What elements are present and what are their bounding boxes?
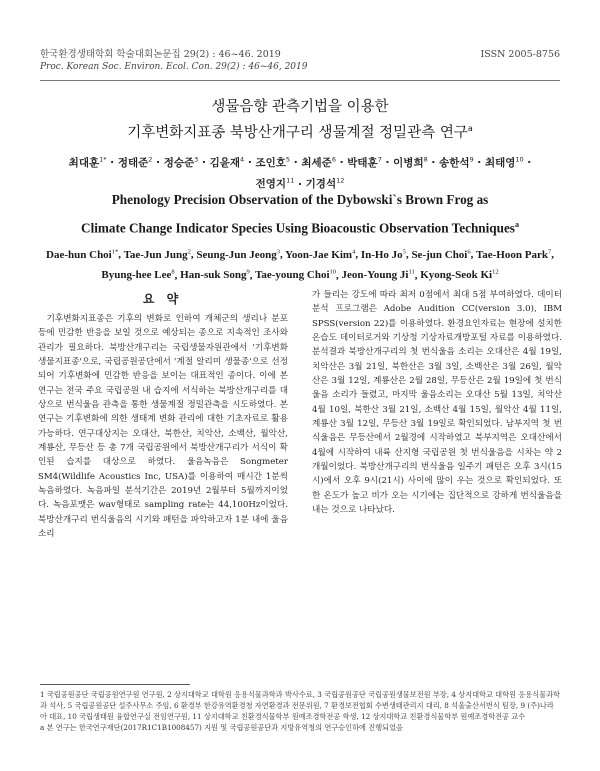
journal-citation-en: Proc. Korean Soc. Environ. Ecol. Con. 29(2) : 46~46, 2019 bbox=[40, 62, 308, 72]
author-affiliation-number: 8 bbox=[423, 155, 428, 163]
author-name: 정태준 bbox=[117, 156, 149, 169]
author bbox=[393, 157, 428, 169]
title-korean-footnote-mark: a bbox=[467, 124, 473, 133]
author-affiliation-number: 6 bbox=[331, 155, 336, 163]
abstract-left-column bbox=[38, 312, 288, 542]
author bbox=[342, 269, 415, 281]
journal-citation-ko: 한국환경생태학회 학술대회논문집 29(2) : 46~46. 2019 bbox=[40, 49, 281, 60]
abstract-right-column bbox=[312, 288, 562, 518]
author-name: Yoon-Jae Kim bbox=[285, 248, 353, 261]
author-affiliation-number: 3 bbox=[194, 155, 199, 163]
author-affiliation-number: 1* bbox=[99, 155, 107, 163]
author bbox=[180, 269, 250, 281]
header-divider bbox=[40, 80, 560, 81]
author-affiliation-number: 1* bbox=[111, 248, 119, 255]
author-name: Se-jun Choi bbox=[411, 248, 468, 261]
author bbox=[101, 269, 174, 281]
author-name: Tae-Jun Jung bbox=[123, 248, 188, 261]
author-name: 김윤재 bbox=[209, 156, 241, 169]
author-name: Dae-hun Choi bbox=[46, 248, 112, 261]
journal-header bbox=[40, 48, 560, 74]
author-affiliation-number: 10 bbox=[329, 268, 337, 276]
issn: ISSN 2005-8756 bbox=[480, 49, 560, 60]
author-name: Byung-hee Lee bbox=[101, 269, 172, 282]
author-name: Jeon-Young Ji bbox=[341, 269, 409, 282]
author-affiliation-number: 5 bbox=[285, 155, 291, 163]
author-affiliation-number: 5 bbox=[402, 248, 406, 255]
title-korean bbox=[40, 96, 560, 144]
author-name: 최대훈 bbox=[68, 156, 100, 169]
author-affiliation-number: 8 bbox=[171, 268, 175, 276]
author bbox=[196, 249, 280, 261]
author bbox=[210, 157, 245, 169]
author-name: Kyong-Seok Ki bbox=[420, 269, 493, 282]
author-affiliation-number: 3 bbox=[276, 248, 281, 255]
footnote-funding: a 본 연구는 한국연구재단(2017R1C1B1008457) 지원 및 국립공원공단과 지방유역청의 연구승인하에 진행되었음 bbox=[40, 723, 403, 732]
author bbox=[285, 249, 355, 261]
author bbox=[118, 157, 153, 169]
author-name: 기경석 bbox=[305, 178, 337, 190]
title-english-line1: Phenology Precision Observation of the Dybowski`s Brown Frog as bbox=[111, 192, 489, 207]
author bbox=[301, 157, 336, 169]
author-affiliation-number: 12 bbox=[492, 268, 499, 276]
author-name: 송한석 bbox=[439, 156, 470, 169]
author-affiliation-number: 7 bbox=[547, 248, 552, 255]
title-english bbox=[40, 187, 560, 240]
author-name: 최태영 bbox=[484, 156, 516, 169]
author-name: Tae-young Choi bbox=[255, 269, 330, 282]
author-name: 이병희 bbox=[393, 156, 424, 169]
author bbox=[347, 157, 382, 169]
author-affiliation-number: 7 bbox=[377, 155, 382, 163]
author-name: 최세준 bbox=[301, 156, 332, 169]
author bbox=[476, 249, 551, 261]
author-affiliation-number: 12 bbox=[336, 176, 345, 185]
author-affiliation-number: 9 bbox=[469, 155, 474, 163]
author-affiliation-number: 10 bbox=[515, 155, 524, 163]
author-affiliation-number: 4 bbox=[240, 155, 245, 163]
author-name: 박태훈 bbox=[347, 156, 378, 169]
author bbox=[485, 157, 524, 169]
author bbox=[255, 157, 290, 169]
authors-english: Dae-hun Choi$^{1*}$, Tae-Jun Jung$^2$, Seung-Jun Jeong$^3$, Yoon-Jae Kim$^4$, In-Ho Jo$^5$, Se-jun Choi$^6$, Tae-Hoon Park$^7$, Byung-hee Lee$^8$, Han-suk Song$^9$, Tae-young Choi$^{10}$, Jeon-Young Ji$^{11}$, Kyong-Seok Ki$^{12}$ bbox=[46, 248, 554, 282]
author bbox=[255, 269, 336, 281]
author-affiliation-number: 2 bbox=[148, 155, 153, 163]
abstract-paragraph-left: 기후변화지표종은 기후의 변화로 인하여 개체군의 생리나 분포 등에 민감한 반응을 보일 것으로 예상되는 종으로 지속적인 조사와 관리가 필요하다. 북방산개구리는 국립생물자원관에서 '기후변화 생물지표종'으로, 국립공원공단에서 '계절 알리미 생물종'으로 선정되어 기후변화에 민감한 반응을 보이는 대표적인 종이다. 이에 본 연구는 전국 주요 국립공원 내 습지에 서식하는 북방산개구리를 대상으로 번식울음 관측을 통한 생물계절 정밀관측을 시도하였다. 본 연구는 기후변화에 의한 생태계 변화 관리에 대한 기초자료로 활용가능하다. 연구대상지는 오대산, 북한산, 치악산, 소백산, 월악산, 계룡산, 무등산 등 총 7개 국립공원에서 북방산개구리가 서식이 확인된 습지를 대상으로 하였다. 울음녹음은 Songmeter SM4(Wildlife Acoustics Inc, USA)를 이용하여 매시간 1분씩 녹음하였다. 녹음파일 분석기간은 2019년 2월부터 5월까지이었다. 녹음포맷은 wav형태로 sampling rate는 44,100Hz이었다. 북방산개구리 번식울음의 시기와 패턴을 파악하고자 1분 내에 울음소리 bbox=[38, 314, 288, 540]
author-affiliation-number: 11 bbox=[408, 268, 415, 276]
author-affiliation-number: 2 bbox=[187, 248, 191, 255]
title-english-line2: Climate Change Indicator Species Using Bioacoustic Observation Techniques bbox=[81, 220, 515, 236]
author-affiliation-number: 9 bbox=[246, 268, 250, 276]
author bbox=[46, 249, 118, 261]
abstract-paragraph-right: 가 들리는 강도에 따라 최저 0점에서 최대 5점 부여하였다. 데이터 분석 프로그램은 Adobe Audition CC(version 3.0), IBM SPSS(version 22)를 이용하였다. 환경요인자료는 현장에 설치한 온습도 데이터로거와 기상청 기상자료개방포털 자료를 이용하였다. 분석결과 북방산개구리의 첫 번식울음 소리는 오대산은 4월 19일, 치악산은 3월 21일, 북한산은 3월 3일, 소백산은 3월 26일, 월악산은 3월 12일, 계룡산은 2월 28일, 무등산은 2월 19일에 첫 번식울음 소리가 들렸고, 마지막 울음소리는 오대산 5월 13일, 치악산 4월 10일, 북한산 3월 21일, 소백산 4월 15일, 월악산 4월 11일, 계룡산 3월 12일, 무등산 3월 19일로 확인되었다. 남부지역 첫 번식울음은 무등산에서 2월경에 시작하였고 북부지역은 오대산에서 4월에 시작하여 내륙 산지형 국립공원 첫 번식울음을 시차는 약 2개월이었다. 북방산개구리의 번식울음 일주기 패턴은 오후 3시(15시)에서 오후 9시(21시) 사이에 많이 우는 것으로 확인되었다. 또한 온도가 높고 비가 오는 시기에는 집단적으로 강하게 번식울음을 내는 것으로 나타났다. bbox=[312, 290, 562, 516]
author bbox=[420, 269, 498, 281]
author-name: Tae-Hoon Park bbox=[475, 248, 548, 261]
author-affiliation-number: 6 bbox=[467, 248, 471, 255]
author-name: Han-suk Song bbox=[180, 269, 247, 282]
title-korean-line1: 생물음향 관측기법을 이용한 bbox=[211, 99, 389, 115]
author bbox=[361, 249, 406, 261]
footnote-divider bbox=[40, 684, 190, 685]
author-name: 조인호 bbox=[255, 156, 286, 169]
abstract-heading: 요 약 bbox=[142, 292, 183, 306]
author-name: 정승준 bbox=[163, 156, 195, 169]
author bbox=[124, 249, 191, 261]
author bbox=[411, 249, 470, 261]
footnotes bbox=[40, 689, 560, 733]
author bbox=[439, 157, 474, 169]
author-name: Seung-Jun Jeong bbox=[196, 248, 277, 261]
title-english-footnote-mark: a bbox=[514, 220, 519, 229]
authors-korean: 최대훈$^{1*}$ · 정태준$^2$ · 정승준$^3$ · 김윤재$^4$ · 조인호$^5$ · 최세준$^6$ · 박태훈$^7$ · 이병희$^8$ · 송한석$^9$ · 최태영$^{10}$ · 전영지$^{11}$ · 기경석$^{12}$ bbox=[68, 155, 532, 190]
author-name: 전영지 bbox=[255, 178, 287, 190]
author bbox=[69, 157, 107, 169]
author-affiliation-number: 4 bbox=[352, 248, 356, 255]
author-affiliation-number: 11 bbox=[286, 176, 295, 185]
title-korean-line2: 기후변화지표종 북방산개구리 생물계절 정밀관측 연구 bbox=[127, 124, 468, 141]
author-name: In-Ho Jo bbox=[360, 248, 403, 261]
author bbox=[164, 157, 199, 169]
footnote-affiliations: 1 국립공원공단 국립공원연구원 연구원, 2 상지대학교 대학원 응용식물과학과 박사수료, 3 국립공원공단 국립공원생물보전원 부장, 4 상지대학교 대학원 응용식물과학과 석사, 5 국립공원공단 설주사무소 주임, 6 환경부 한강유역환경청 자연환경과 전문위원, 7 환경보전협회 수변생태관리지 대리, 8 석울출산서번식 팀장, 9 (주)나라아 대표, 10 국립생태원 융합연구실 전임연구원, 11 상지대학교 친환경식물학부 원예조경학전공 학생, 12 상지대학교 친환경식물학부 원예조경학전공 교수 bbox=[40, 690, 560, 721]
